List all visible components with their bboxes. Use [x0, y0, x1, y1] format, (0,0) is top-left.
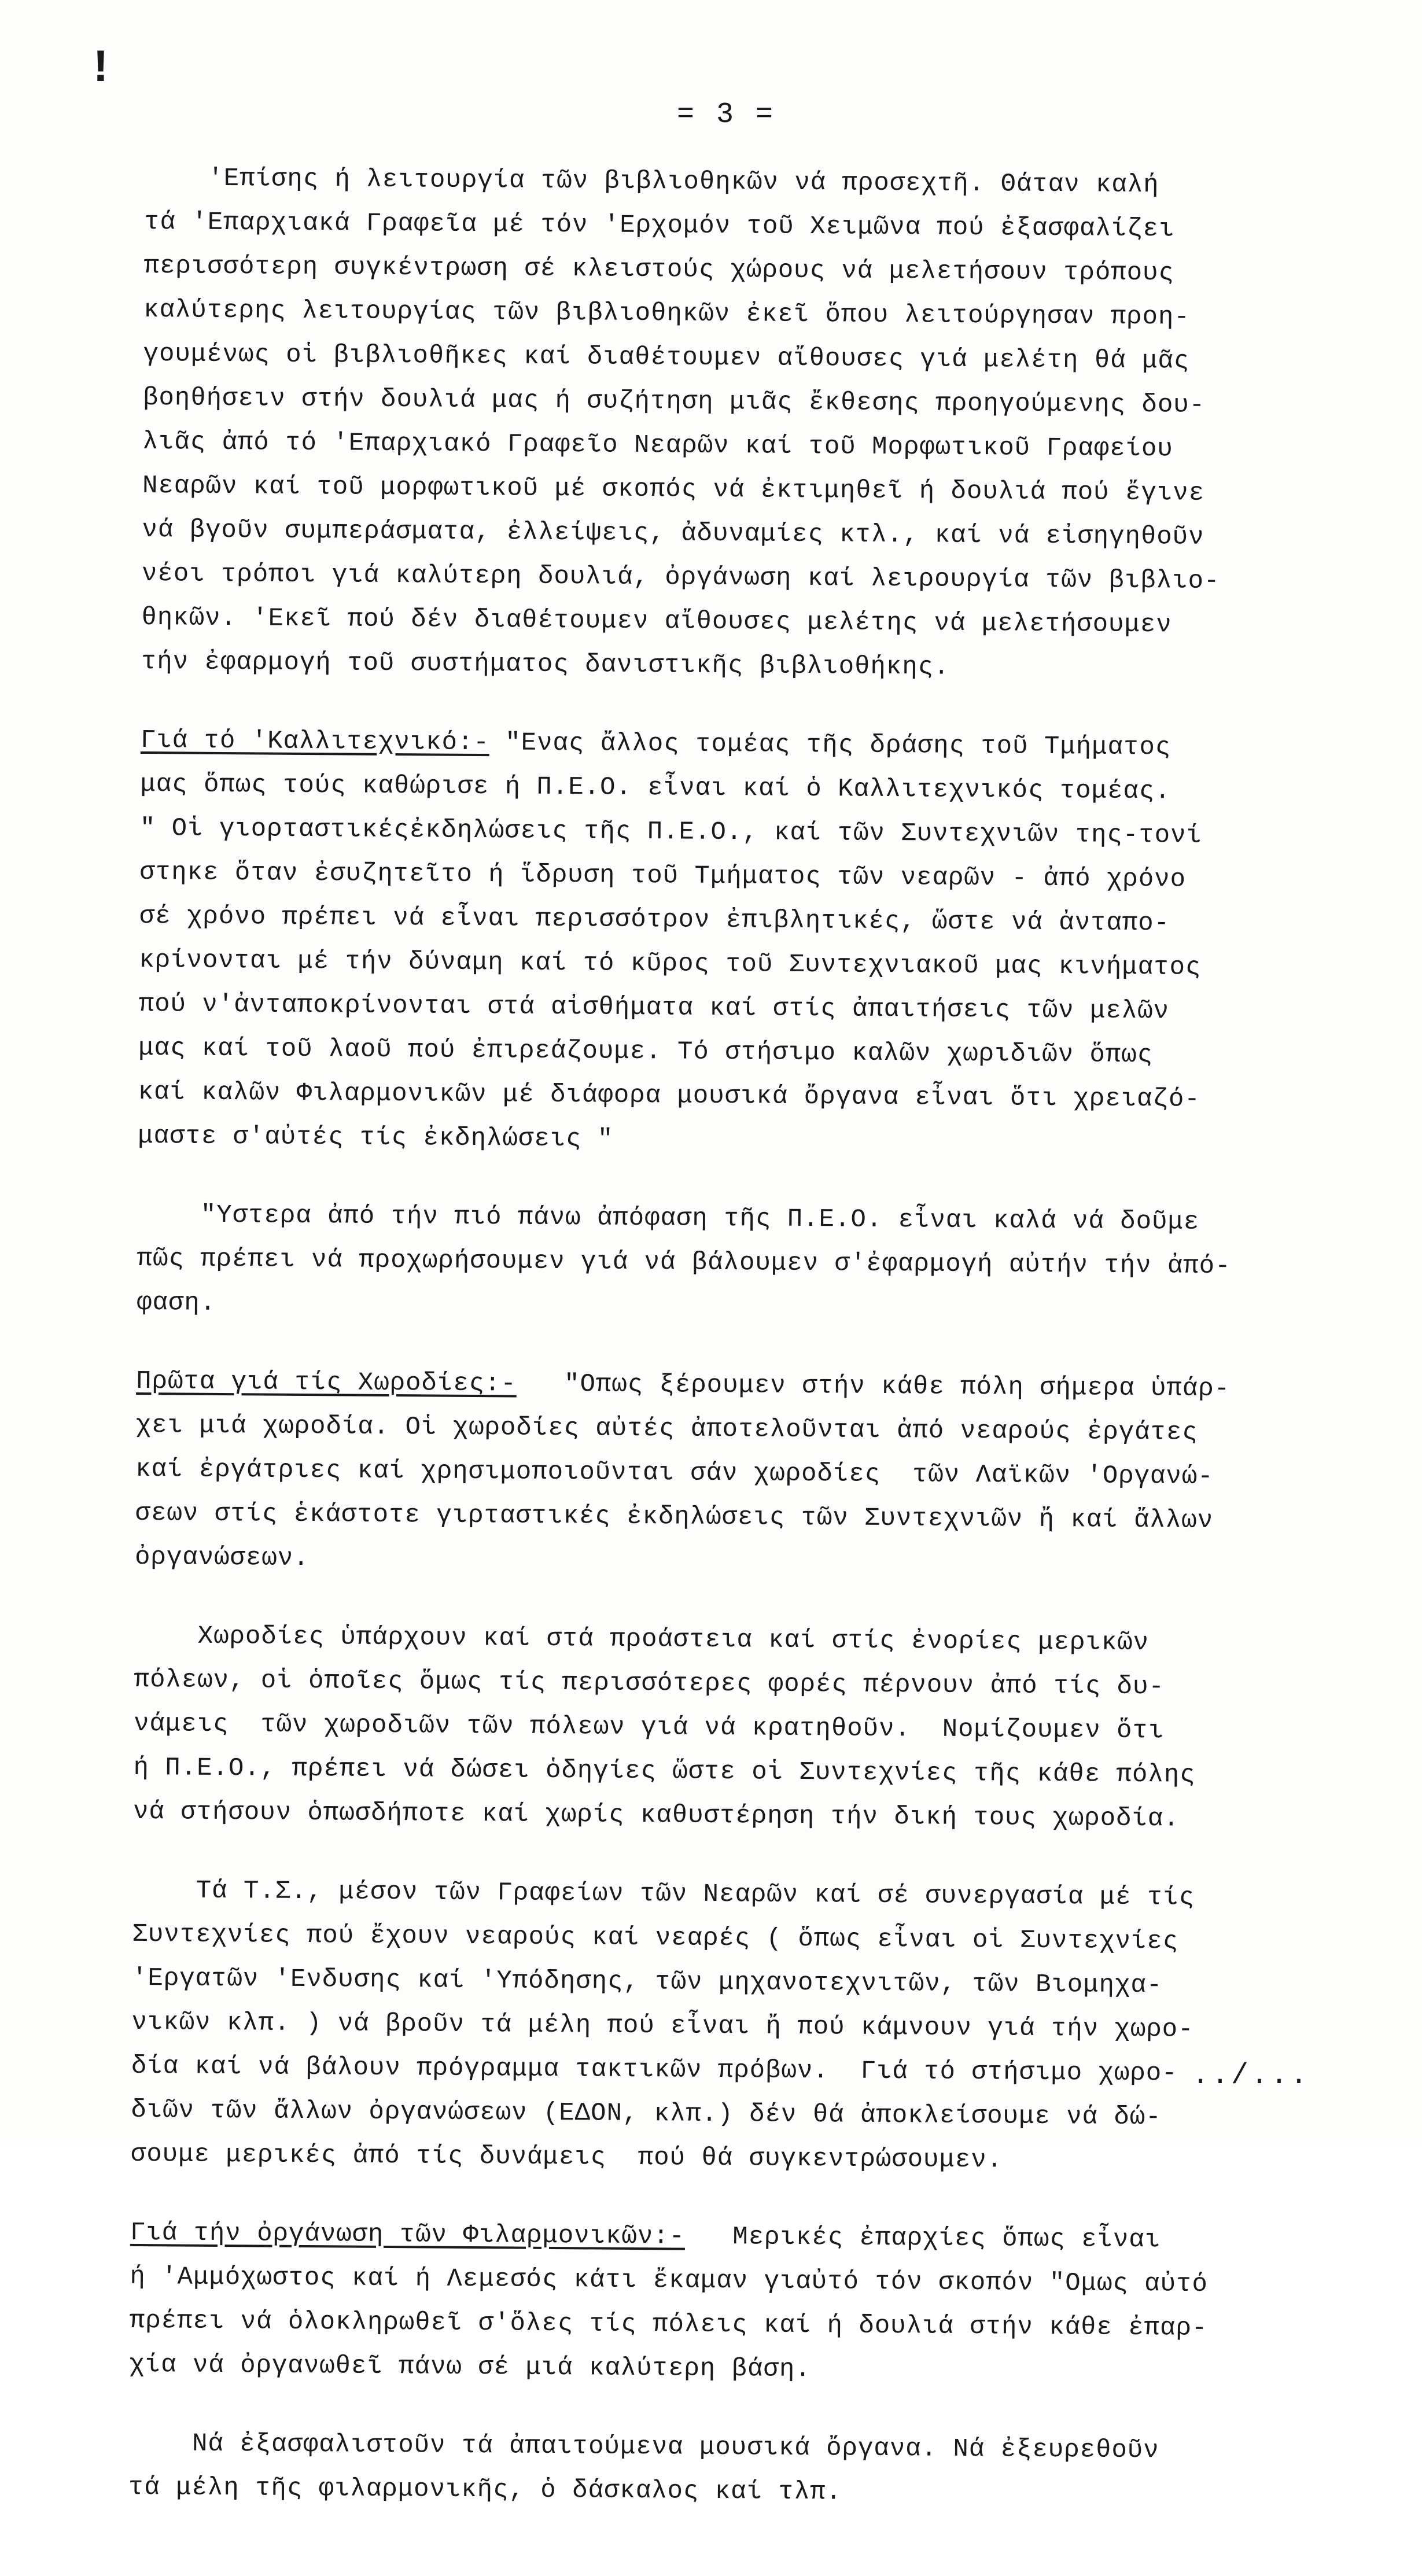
paragraph-trade-councils — [131, 1869, 1342, 2185]
paragraph-text: Χωροδίες ὑπάρχουν καί στά προάστεια καί στίς ἐνορίες μερικῶν πόλεων, οἱ ὁποῖες ὅμως τίς περισσότερες φορές πέρνουν ἀπό τίς δυ- νάμεις τῶν χωροδιῶν τῶν πόλεων γιά νά κρατηθοῦν. Νομίζουμεν ὅτι ή Π.Ε.Ο., πρέπει νά δώσει ὁδηγίες ὥστε οἱ Συντεχνίες τῆς κάθε πόλης νά στήσουν ὁπωσδήποτε καί χωρίς καθυστέρηση τήν δική τους χωροδία. — [132, 1621, 1196, 1834]
section-heading-philharmonics: Γιά τήν ὀργάνωση τῶν Φιλαρμονικῶν:- — [130, 2218, 686, 2251]
paragraph-libraries — [141, 156, 1354, 692]
section-heading-artistic: Γιά τό 'Καλλιτεχνικό:- — [140, 725, 490, 758]
paragraph-philharmonics — [129, 2211, 1339, 2396]
paragraph-text: Νά ἐξασφαλιστοῦν τά ἀπαιτούμενα μουσικά ὄργανα. Νά ἐξευρεθοῦν τά μέλη τῆς φιλαρμονικῆς, ὁ δάσκαλος καί τλπ. — [128, 2428, 1159, 2507]
paragraph-text: "Οπως ξέρουμεν στήν κάθε πόλη σήμερα ὑπάρ- χει μιά χωροδία. Οἱ χωροδίες αὐτές ἀποτελοῦνται ἀπό νεαρούς ἐργάτες καί ἐργάτριες καί χρησιμοποιοῦνται σάν χωροδίες τῶν Λαϊκῶν 'Οργανώ- σεων στίς ἑκάστοτε γιρταστικές ἐκδηλώσεις τῶν Συντεχνιῶν ἤ καί ἄλλων ὀργανώσεων. — [134, 1369, 1231, 1573]
paragraph-instruments — [128, 2422, 1338, 2518]
page-number: = 3 = — [677, 98, 776, 131]
document-body — [128, 156, 1354, 2575]
paragraph-suburb-choirs — [133, 1614, 1344, 1842]
paragraph-choirs — [135, 1359, 1346, 1588]
section-heading-choirs: Πρῶτα γιά τίς Χωροδίες:- — [136, 1366, 517, 1399]
paragraph-text: Μερικές ἐπαρχίες ὅπως εἶναι ή 'Αμμόχωστος καί ή Λεμεσός κάτι ἔκαμαν γιαὐτό τόν σκοπόν "Ομως αὐτό πρέπει νά ὁλοκληρωθεῖ σ'ὅλες τίς πόλεις καί ή δουλιά στήν κάθε ἐπαρ- χία νά ὀργανωθεῖ πάνω σέ μιά καλύτερη βάση. — [129, 2222, 1209, 2385]
paragraph-text: "Υστερα ἀπό τήν πιό πάνω ἀπόφαση τῆς Π.Ε.Ο. εἶναι καλά νά δοῦμε πῶς πρέπει νά προχωρήσουμεν γιά νά βάλουμεν σ'ἐφαρμογή αὐτήν τήν ἀπό- φαση. — [136, 1200, 1231, 1318]
continuation-mark: ../... — [1192, 2059, 1310, 2092]
paragraph-text: "Ενας ἄλλος τομέας τῆς δράσης τοῦ Τμήματος μας ὅπως τούς καθώρισε ή Π.Ε.Ο. εἶναι καί ὁ Καλλιτεχνικός τομέας. " Οἱ γιορταστικέςἐκδηλώσεις τῆς Π.Ε.Ο., καί τῶν Συντεχνιῶν της-τονί στηκε ὅταν ἐσυζητεῖτο ή ἵδρυση τοῦ Τμήματος τῶν νεαρῶν - ἀπό χρόνο σέ χρόνο πρέπει νά εἶναι περισσότρον ἐπιβλητικές, ὥστε νά ἀνταπο- κρίνονται μέ τήν δύναμη καί τό κῦρος τοῦ Συντεχνιακοῦ μας κινήματος πού ν'ἀνταποκρίνονται στά αἰσθήματα καί στίς ἀπαιτήσεις τῶν μελῶν μας καί τοῦ λαοῦ πού ἐπιρεάζουμε. Τό στήσιμο καλῶν χωριδιῶν ὅπως καί καλῶν Φιλαρμονικῶν μέ διάφορα μουσικά ὄργανα εἶναι ὅτι χρειαζό- μαστε σ'αὐτές τίς ἐκδηλώσεις " — [137, 728, 1203, 1154]
paragraph-text: 'Επίσης ή λειτουργία τῶν βιβλιοθηκῶν νά προσεχτῆ. Θάταν καλή τά 'Επαρχιακά Γραφεῖα μέ τόν 'Ερχομόν τοῦ Χειμῶνα πού ἐξασφαλίζει περισσότερη συγκέντρωση σέ κλειστούς χώρους νά μελετήσουν τρόπους καλύτερης λειτουργίας τῶν βιβλιοθηκῶν ἐκεῖ ὅπου λειτούργησαν προη- γουμένως οἱ βιβλιοθῆκες καί διαθέτουμεν αἴθουσες γιά μελέτη θά μᾶς βοηθήσειν στήν δουλιά μας ή συζήτηση μιᾶς ἔκθεσης προηγούμενης δου- λιᾶς ἀπό τό 'Επαρχιακό Γραφεῖο Νεαρῶν καί τοῦ Μορφωτικοῦ Γραφείου Νεαρῶν καί τοῦ μορφωτικοῦ μέ σκοπός νά ἐκτιμηθεῖ ή δουλιά πού ἔγινε νά βγοῦν συμπεράσματα, ἐλλείψεις, ἀδυναμίες κτλ., καί νά εἰσηγηθοῦν νέοι τρόποι γιά καλύτερη δουλιά, ὀργάνωση καί λειρουργία τῶν βιβλιο- θηκῶν. 'Εκεῖ πού δέν διαθέτουμεν αἴθουσες μελέτης νά μελετήσουμεν τήν ἐφαρμογή τοῦ συστήματος δανιστικῆς βιβλιοθήκης. — [141, 163, 1220, 682]
paragraph-decision — [137, 1193, 1347, 1333]
paragraph-artistic — [138, 718, 1350, 1167]
margin-mark: ! — [87, 43, 115, 95]
paragraph-text: Τά Τ.Σ., μέσον τῶν Γραφείων τῶν Νεαρῶν καί σέ συνεργασία μέ τίς Συντεχνίες πού ἔχουν νεαρούς καί νεαρές ( ὅπως εἶναι οἱ Συντεχνίες 'Εργατῶν 'Ενδυσης καί 'Υπόδησης, τῶν μηχανοτεχνιτῶν, τῶν Βιομηχα- νικῶν κλπ. ) νά βροῦν τά μέλη πού εἶναι ἤ πού κάμνουν γιά τήν χωρο- δία καί νά βάλουν πρόγραμμα τακτικῶν πρόβων. Γιά τό στήσιμο χωρο- διῶν τῶν ἄλλων ὀργανώσεων (ΕΔΟΝ, κλπ.) δέν θά ἀποκλείσουμε νά δώ- σουμε μερικές ἀπό τίς δυνάμεις πού θά συγκεντρώσουμεν. — [130, 1875, 1195, 2175]
